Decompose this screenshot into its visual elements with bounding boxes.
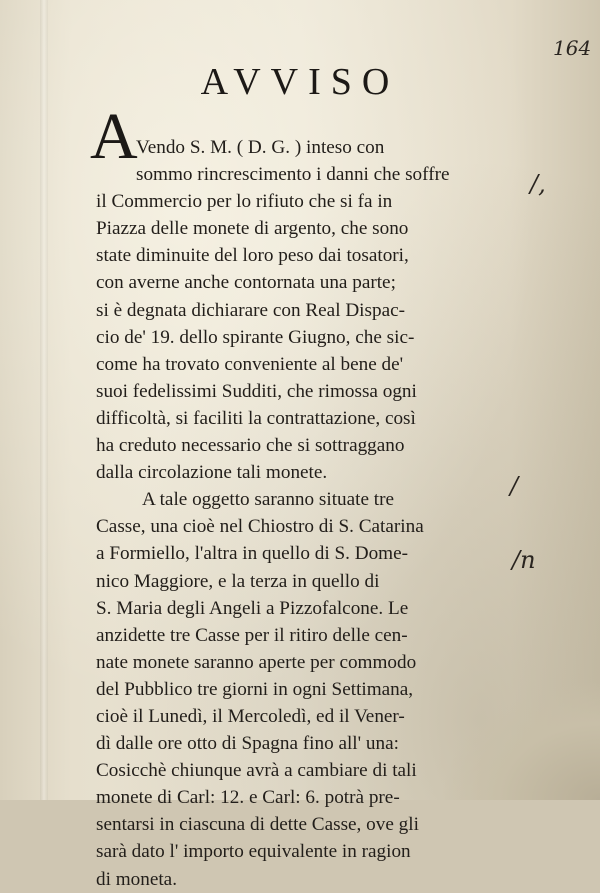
paper-fold: [40, 0, 48, 800]
text-line: Vendo S. M. ( D. G. ) inteso con: [136, 137, 385, 158]
text-line: dì dalle ore otto di Spagna fino all' una:: [96, 733, 399, 755]
text-line: sentarsi in ciascuna di dette Casse, ove gli: [96, 814, 419, 836]
page-title: AVVISO: [200, 61, 400, 103]
text-line: sommo rincrescimento i danni che soffre: [136, 164, 450, 186]
text-line: Piazza delle monete di argento, che sono: [96, 218, 409, 240]
text-line: anzidette tre Casse per il ritiro delle cen-: [96, 624, 408, 646]
folio-number: 164: [553, 36, 592, 60]
text-line: nate monete saranno aperte per commodo: [96, 651, 417, 673]
text-line: del Pubblico tre giorni in ogni Settimana,: [96, 678, 414, 700]
text-line: A tale oggetto saranno situate tre: [142, 489, 395, 511]
text-line: il Commercio per lo rifiuto che si fa in: [96, 191, 393, 213]
text-line: sarà dato l' importo equivalente in ragion: [96, 841, 411, 863]
text-line: monete di Carl: 12. e Carl: 6. potrà pre-: [96, 787, 400, 809]
margin-note: /,: [530, 170, 546, 198]
notice-body: [96, 134, 490, 893]
text-line: state diminuite del loro peso dai tosatori,: [96, 245, 409, 267]
text-line: suoi fedelissimi Sudditi, che rimossa ogni: [96, 380, 417, 402]
text-line: a Formiello, l'altra in quello di S. Dome-: [96, 543, 409, 565]
text-line: Cosicchè chiunque avrà a cambiare di tali: [96, 760, 417, 782]
text-line: dalla circolazione tali monete.: [96, 462, 328, 484]
margin-note: /n: [512, 546, 536, 574]
text-line: difficoltà, si faciliti la contrattazione, così: [96, 407, 416, 429]
margin-note: /: [510, 472, 519, 500]
text-line: Casse, una cioè nel Chiostro di S. Catarina: [96, 516, 424, 538]
text-line: con averne anche contornata una parte;: [96, 272, 396, 294]
text-line: S. Maria degli Angeli a Pizzofalcone. Le: [96, 597, 409, 619]
text-line: come ha trovato conveniente al bene de': [96, 353, 404, 375]
text-line: di moneta.: [96, 868, 177, 890]
text-line: cio de' 19. dello spirante Giugno, che sic-: [96, 326, 415, 348]
text-line: si è degnata dichiarare con Real Dispac-: [96, 299, 405, 321]
drop-cap: A: [90, 100, 138, 173]
text-line: cioè il Lunedì, il Mercoledì, ed il Vener-: [96, 705, 405, 727]
text-line: nico Maggiore, e la terza in quello di: [96, 570, 380, 592]
text-line: ha creduto necessario che si sottraggano: [96, 435, 405, 457]
